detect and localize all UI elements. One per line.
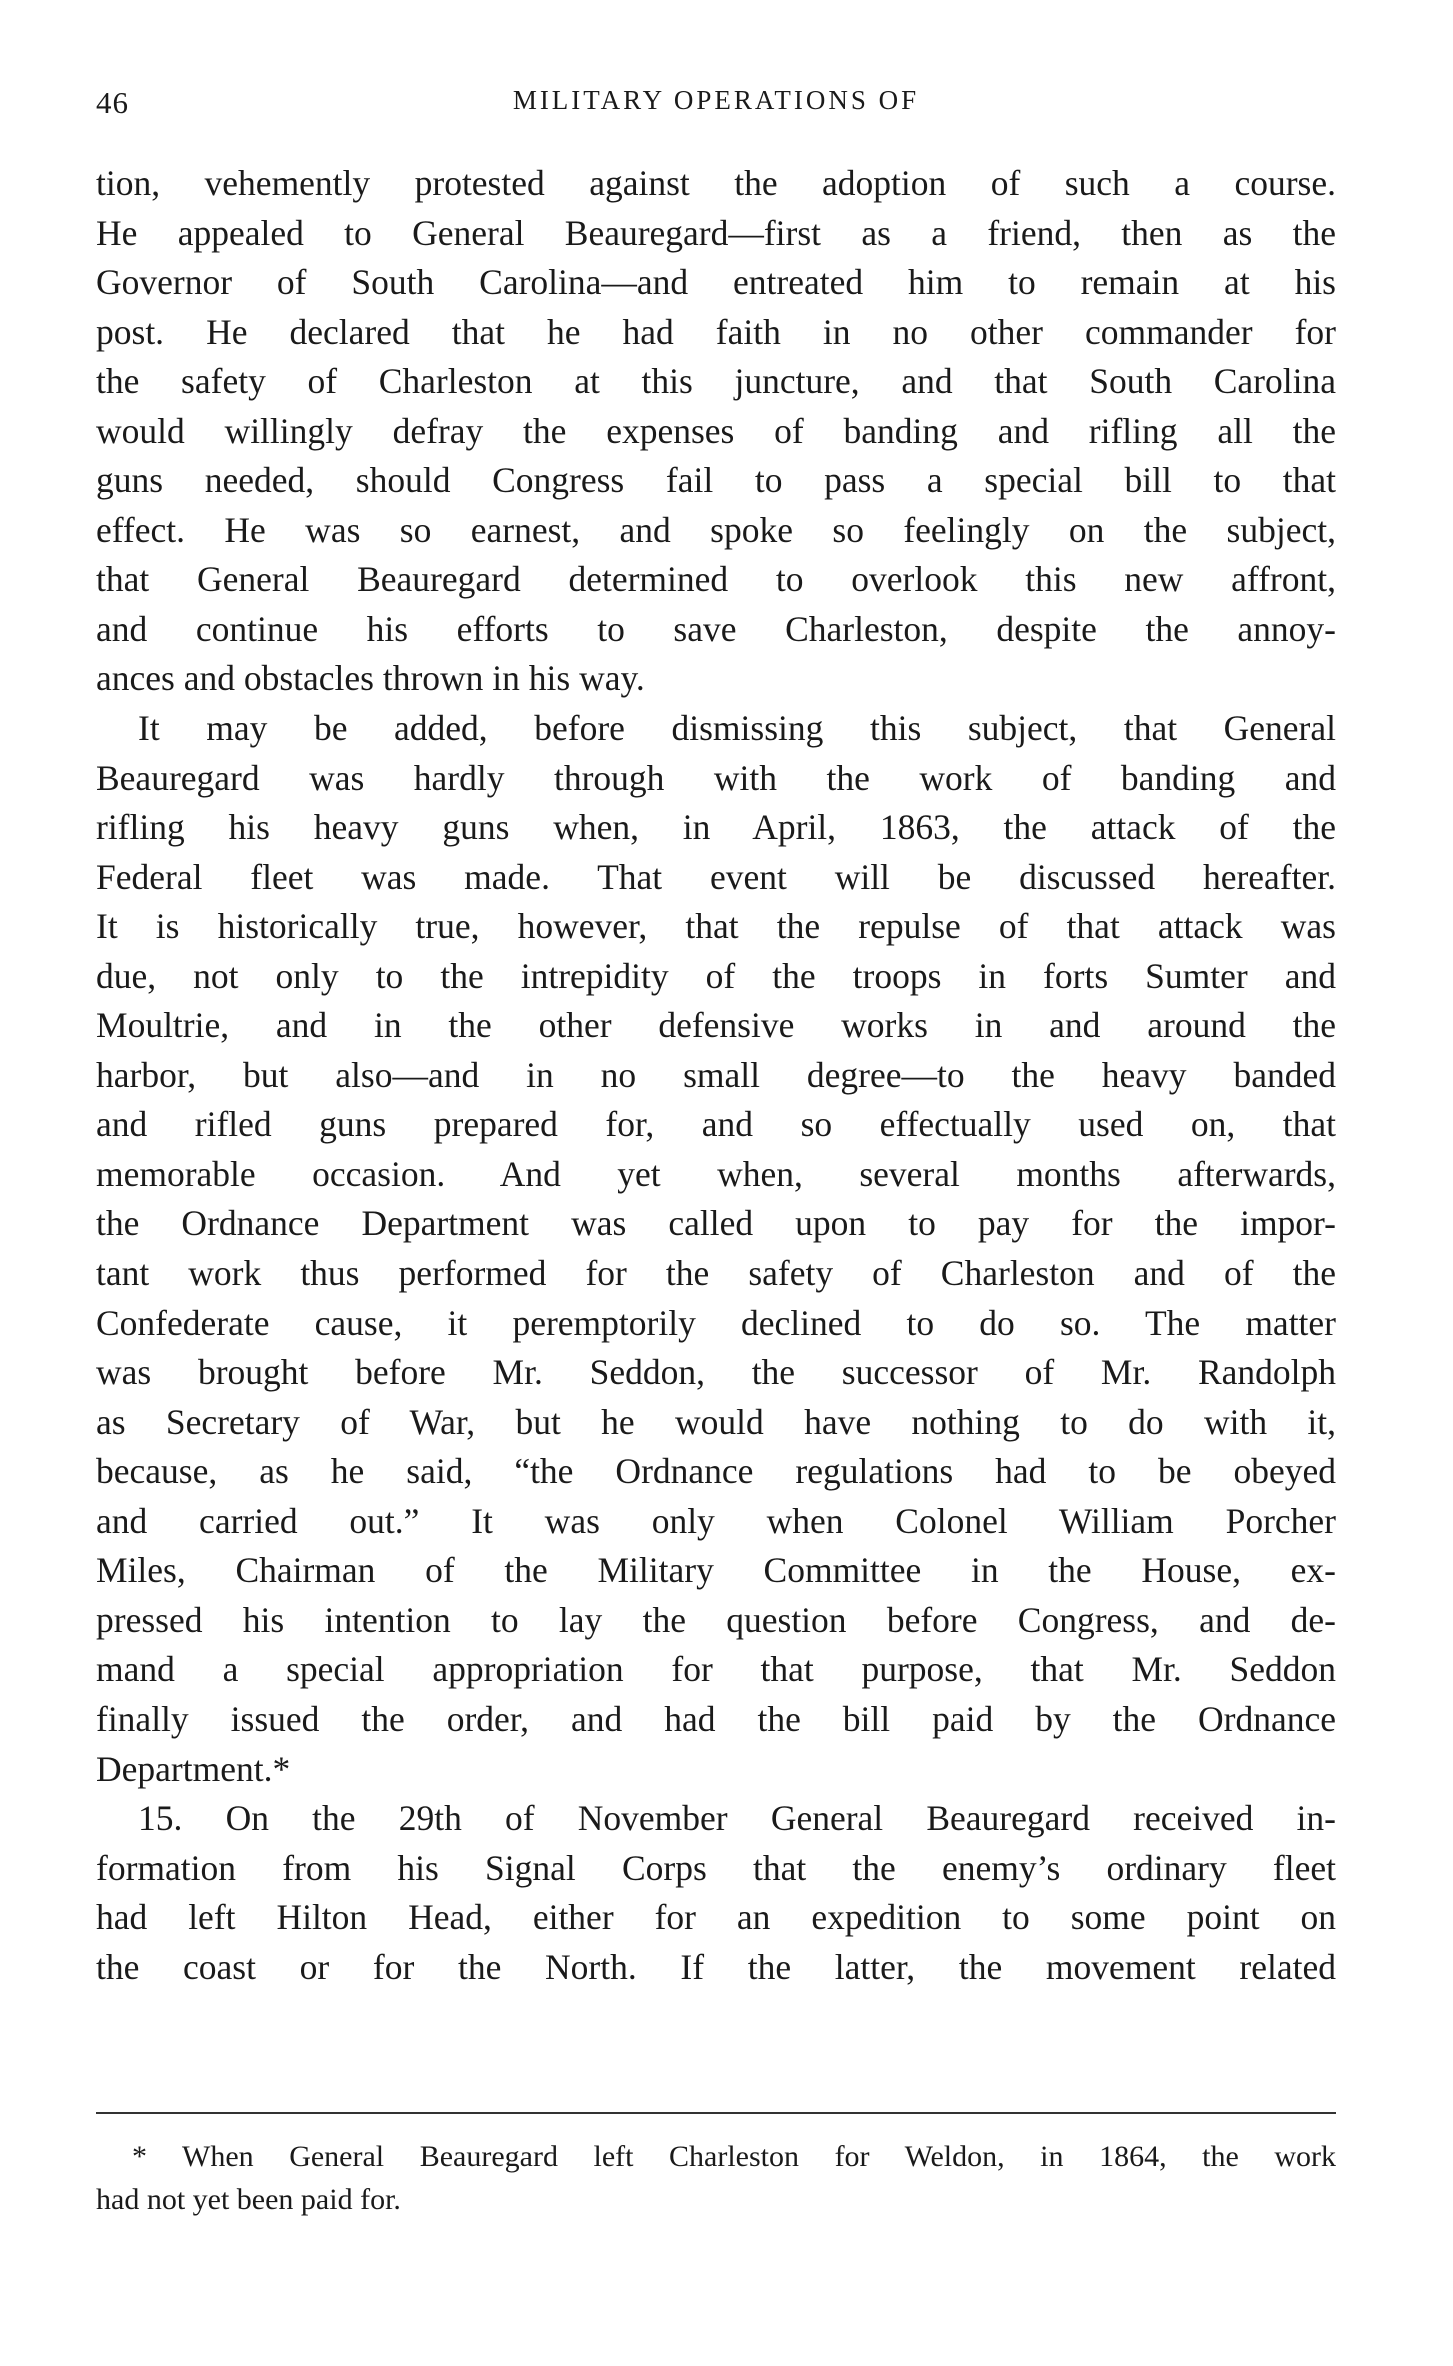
text-line: Beauregard was hardly through with the work of banding and xyxy=(96,757,1336,798)
text-line: finally issued the order, and had the bill paid by the Ordnance xyxy=(96,1698,1336,1739)
footnote-line: had not yet been paid for. xyxy=(96,2183,401,2216)
text-line: would willingly defray the expenses of banding and rifling all the xyxy=(96,410,1336,451)
text-line: the safety of Charleston at this juncture, and that South Carolina xyxy=(96,361,1336,402)
footnote xyxy=(96,2135,1336,2221)
text-line: formation from his Signal Corps that the enemy’s ordinary fleet xyxy=(96,1847,1336,1888)
text-line: because, as he said, “the Ordnance regulations had to be obeyed xyxy=(96,1451,1336,1492)
text-line: Miles, Chairman of the Military Committee in the House, ex- xyxy=(96,1550,1336,1591)
text-line: tion, vehemently protested against the adoption of such a course. xyxy=(96,163,1336,203)
text-line: Confederate cause, it peremptorily declined to do so. The matter xyxy=(96,1302,1336,1343)
text-line: and continue his efforts to save Charleston, despite the annoy- xyxy=(96,608,1336,649)
text-line: the coast or for the North. If the latter, the movement related xyxy=(96,1946,1336,1987)
text-line: and rifled guns prepared for, and so effectually used on, that xyxy=(96,1104,1336,1145)
text-line: Governor of South Carolina—and entreated him to remain at his xyxy=(96,262,1336,303)
text-line: He appealed to General Beauregard—first as a friend, then as the xyxy=(96,212,1336,253)
text-line: as Secretary of War, but he would have nothing to do with it, xyxy=(96,1401,1336,1442)
text-line: the Ordnance Department was called upon to pay for the impor- xyxy=(96,1203,1336,1244)
text-line: Federal fleet was made. That event will be discussed hereafter. xyxy=(96,856,1336,897)
text-line: memorable occasion. And yet when, several months afterwards, xyxy=(96,1153,1336,1194)
text-line: due, not only to the intrepidity of the troops in forts Sumter and xyxy=(96,955,1336,996)
paragraph-end-line: ances and obstacles thrown in his way. xyxy=(96,658,645,699)
text-line: pressed his intention to lay the question before Congress, and de- xyxy=(96,1599,1336,1640)
text-line: mand a special appropriation for that purpose, that Mr. Seddon xyxy=(96,1649,1336,1690)
text-line: rifling his heavy guns when, in April, 1863, the attack of the xyxy=(96,807,1336,848)
paragraph-start-line: It may be added, before dismissing this subject, that General xyxy=(138,708,1336,749)
running-head-title: MILITARY OPERATIONS OF xyxy=(512,85,920,115)
footnote-line: * When General Beauregard left Charleston for Weldon, in 1864, the work xyxy=(132,2140,1336,2173)
text-line: that General Beauregard determined to overlook this new affront, xyxy=(96,559,1336,600)
text-line: Moultrie, and in the other defensive works in and around the xyxy=(96,1005,1336,1046)
text-line: It is historically true, however, that the repulse of that attack was xyxy=(96,906,1336,947)
paragraph-start-line: 15. On the 29th of November General Beauregard received in- xyxy=(138,1798,1336,1839)
text-line: was brought before Mr. Seddon, the successor of Mr. Randolph xyxy=(96,1352,1336,1393)
text-line: effect. He was so earnest, and spoke so feelingly on the subject, xyxy=(96,509,1336,550)
paragraph-end-line: Department.* xyxy=(96,1748,291,1789)
text-line: had left Hilton Head, either for an expedition to some point on xyxy=(96,1897,1336,1938)
text-line: post. He declared that he had faith in no other commander for xyxy=(96,311,1336,352)
text-line: guns needed, should Congress fail to pass a special bill to that xyxy=(96,460,1336,501)
text-line: harbor, but also—and in no small degree—to the heavy banded xyxy=(96,1054,1336,1095)
text-line: tant work thus performed for the safety of Charleston and of the xyxy=(96,1253,1336,1294)
page-number: 46 xyxy=(96,85,129,120)
text-line: and carried out.” It was only when Colonel William Porcher xyxy=(96,1500,1336,1541)
footnote-divider xyxy=(96,2112,1336,2114)
body-text xyxy=(96,159,1336,1992)
running-head xyxy=(96,85,1336,133)
